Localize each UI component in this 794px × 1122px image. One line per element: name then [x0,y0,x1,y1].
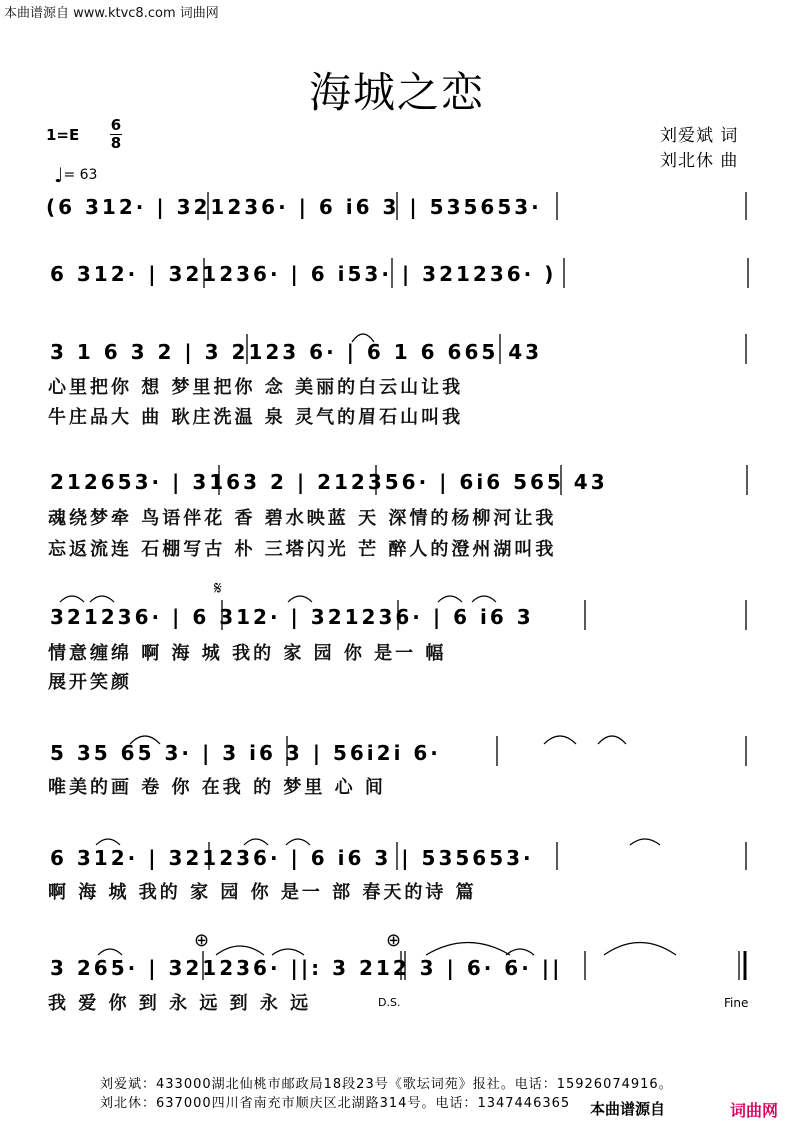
tie [90,596,114,602]
lyric-row-6: 唯美的画 卷 你 在我 的 梦里 心 间 [48,777,386,798]
key-signature: 1=E [46,126,80,144]
notation-row-4: 212653· | 3163 2 | 212356· | 6i6 565 43 [50,470,608,494]
tie [630,839,660,845]
lyric-row-3-verse-2: 牛庄品大 曲 耿庄洗温 泉 灵气的眉石山叫我 [48,407,464,428]
notation-row-2: 6 312· | 321236· | 6 i53· | 321236· ) [50,262,557,286]
tie [598,736,626,744]
composer-contact: 刘北休：637000四川省南充市顺庆区北湖路314号。电话：1347446365 [100,1096,571,1111]
lyric-row-5-verse-2: 展开笑颜 [48,672,132,693]
tie [438,596,462,602]
source-header: 本曲谱源自 www.ktvc8.com 词曲网 [4,6,219,21]
tie [506,949,534,955]
lyricist-contact: 刘爱斌：433000湖北仙桃市邮政局18段23号《歌坛词苑》报社。电话：15926074916。 [100,1077,673,1092]
quarter-note-icon: ♩ [54,163,64,187]
site-watermark: 词曲网 [730,1101,779,1120]
tie [426,943,510,956]
lyricist-credit: 刘爱斌 词 [660,126,739,146]
tie [544,736,576,744]
lyric-row-3-verse-1: 心里把你 想 梦里把你 念 美丽的白云山让我 [48,377,464,398]
coda-icon: ⊕ [194,930,210,951]
notation-row-6: 5 35 65 3· | 3 i6 3 | 56i2i 6· [50,741,441,765]
lyric-row-4-verse-2: 忘返流连 石棚写古 朴 三塔闪光 芒 醉人的澄州湖叫我 [48,539,557,560]
tie [96,839,120,845]
lyric-row-8: 我 爱 你 到 永 远 到 永 远 [48,993,312,1014]
tie [244,839,268,845]
ds-marking: D.S. [378,996,401,1009]
fine-marking: Fine [724,996,749,1010]
tie [604,943,676,956]
notation-row-7: 6 312· | 321236· | 6 i6 3 | 535653· [50,846,534,870]
tie [216,946,264,955]
composer-credit: 刘北休 曲 [660,151,739,171]
tie [60,596,84,602]
segno-icon: 𝄋 [214,578,222,599]
lyric-row-5-verse-1: 情意缠绵 啊 海 城 我的 家 园 你 是一 幅 [48,643,447,664]
tie [98,949,122,955]
lyric-row-4-verse-1: 魂绕梦牵 鸟语伴花 香 碧水映蓝 天 深情的杨柳河让我 [48,508,557,529]
notation-row-8: 3 265· | 321236· ||: 3 212 3 | 6· 6· || [50,956,563,980]
notation-row-5: 321236· | 6 312· | 321236· | 6 i6 3 [50,605,534,629]
tie [286,839,310,845]
tie [272,949,304,955]
tie [288,596,312,602]
lyric-row-7: 啊 海 城 我的 家 园 你 是一 部 春天的诗 篇 [48,882,477,903]
tempo-mark [54,163,97,187]
coda-icon: ⊕ [386,930,402,951]
time-signature-bottom: 8 [110,134,122,152]
time-signature [108,117,124,152]
source-label: 本曲谱源自 [590,1100,666,1118]
tie [472,596,496,602]
notation-row-1: (6 312· | 321236· | 6 i6 3 | 535653· [46,195,542,219]
page-title: 海城之恋 [308,68,485,117]
tempo-value: = 63 [63,167,98,183]
notation-row-3: 3 1 6 3 2 | 3 2123 6· | 6 1 6 665 43 [50,340,543,364]
time-signature-top: 6 [110,116,122,134]
